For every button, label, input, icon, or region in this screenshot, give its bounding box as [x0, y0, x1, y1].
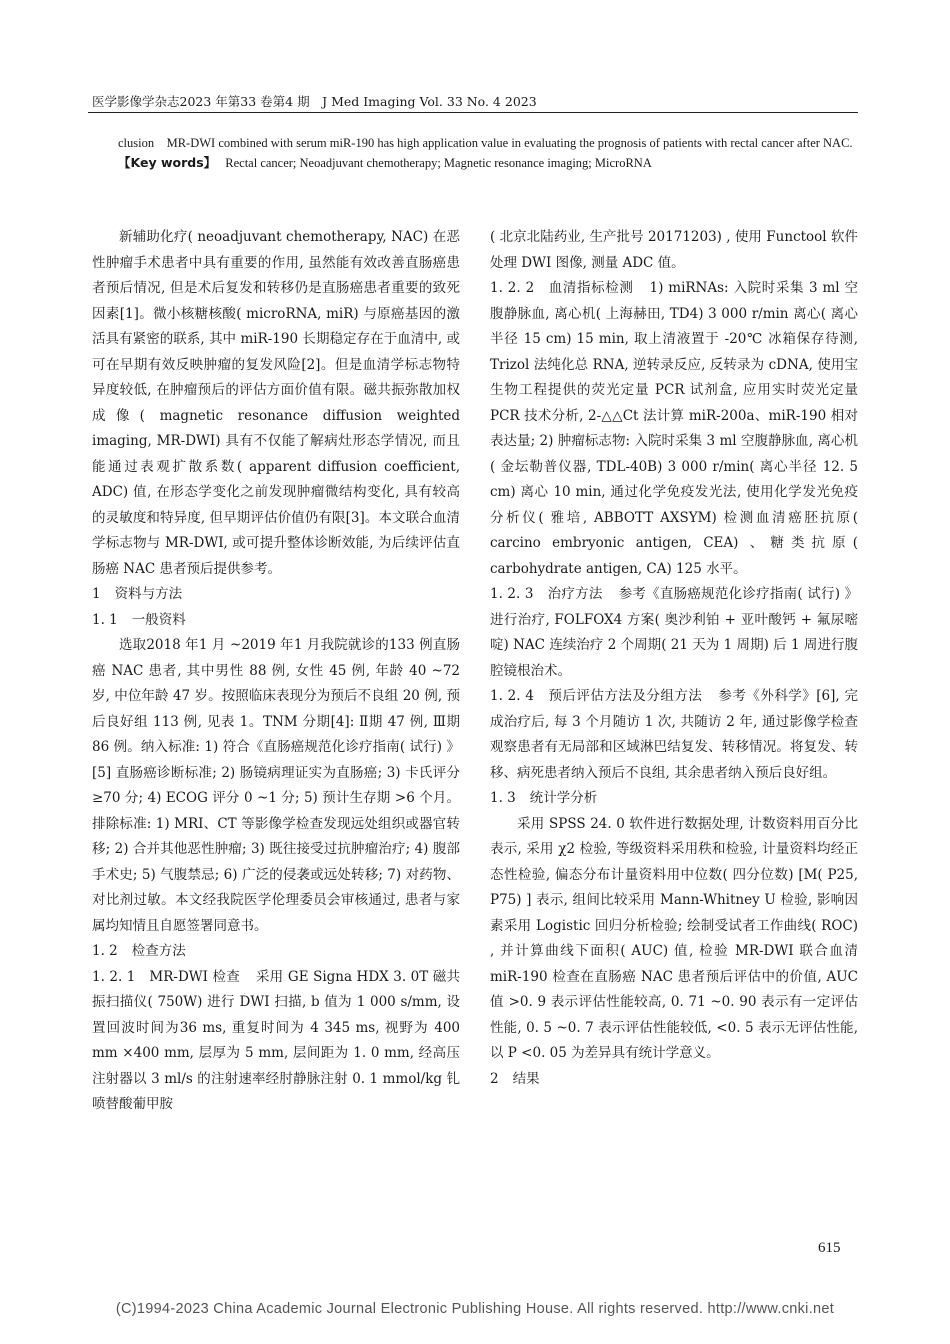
abstract-block: [118, 133, 860, 173]
general-data-paragraph: 选取2018 年1 月 ~2019 年1 月我院就诊的133 例直肠癌 NAC 患者, 其中男性 88 例, 女性 45 例, 年龄 40 ~72 岁, 中位年龄 47 岁。按照临床表现分为预后不良组 20 例, 预后良好组 113 例, 见表 1。TNM 分期[4]: Ⅱ期 47 例, Ⅲ期 86 例。纳入标准: 1) 符合《直肠癌规范化诊疗指南( 试行) 》[5] 直肠癌诊断标准; 2) 肠镜病理证实为直肠癌; 3) 卡氏评分 ≥70 分; 4) ECOG 评分 0 ~1 分; 5) 预计生存期 >6 个月。排除标准: 1) MRI、CT 等影像学检查发现远处组织或器官转移; 2) 合并其他恶性肿瘤; 3) 既往接受过抗肿瘤治疗; 4) 腹部手术史; 5) 气腹禁忌; 6) 广泛的侵袭或远处转移; 7) 对药物、对比剂过敏。本文经我院医学伦理委员会审核通过, 患者与家属均知情且自愿签署同意书。: [92, 637, 460, 934]
footer-copyright: (C)1994-2023 China Academic Journal Electronic Publishing House. All rights reserved. http://www.cnki.net: [115, 1301, 835, 1317]
continuation-paragraph: ( 北京北陆药业, 生产批号 20171203) , 使用 Functool 软件处理 DWI 图像, 测量 ADC 值。: [490, 229, 858, 271]
mr-dwi-paragraph: 1. 2. 1 MR-DWI 检查 采用 GE Signa HDX 3. 0T 磁共振扫描仪( 750W) 进行 DWI 扫描, b 值为 1 000 s/mm, 设置回波时间为36 ms, 重复时间为 4 345 ms, 视野为 400 mm ×400 mm, 层厚为 5 mm, 层间距为 1. 0 mm, 经高压注射器以 3 ml/s 的注射速率经肘静脉注射 0. 1 mmol/kg 钆喷替酸葡甲胺: [92, 968, 461, 1112]
section-2-heading: 2 结果: [490, 1070, 540, 1087]
serum-paragraph: 1. 2. 2 血清指标检测 1) miRNAs: 入院时采集 3 ml 空腹静脉血, 离心机( 上海赫田, TD4) 3 000 r/min 离心( 离心半径 15 cm) 15 min, 取上清液置于 -20℃ 冰箱保存待测, Trizol 法纯化总 RNA, 逆转录反应, 反转录为 cDNA, 使用宝生物工程提供的荧光定量 PCR 试剂盒, 应用实时荧光定量 PCR 技术分析, 2-△△Ct 法计算 miR-200a、miR-190 相对表达量; 2) 肿瘤标志物: 入院时采集 3 ml 空腹静脉血, 离心机( 金坛勒普仪器, TDL-40B) 3 000 r/min( 离心半径 12. 5 cm) 离心 10 min, 通过化学免疫发光法, 使用化学发光免疫分析仪( 雅培, ABBOTT AXSYM) 检测血清癌胚抗原( carcino embryonic antigen, CEA) 、糖类抗原( carbohydrate antigen, CA) 125 水平。: [490, 280, 859, 577]
statistics-paragraph: 采用 SPSS 24. 0 软件进行数据处理, 计数资料用百分比表示, 采用 χ2 检验, 等级资料采用秩和检验, 计量资料均经正态性检验, 偏态分布计量资料用中位数( 四分位数) [M( P25, P75) ] 表示, 组间比较采用 Mann-Whitney U 检验, 影响因素采用 Logistic 回归分析检验; 绘制受试者工作曲线( ROC) , 并计算曲线下面积( AUC) 值, 检验 MR-DWI 联合血清 miR-190 检查在直肠癌 NAC 患者预后评估中的价值, AUC 值 >0. 9 表示评估性能较高, 0. 71 ~0. 90 表示有一定评估性能, 0. 5 ~0. 7 表示评估性能较低, <0. 5 表示无评估性能, 以 P <0. 05 为差异具有统计学意义。: [490, 815, 858, 1061]
running-header: 医学影像学杂志2023 年第33 卷第4 期 J Med Imaging Vol. 33 No. 4 2023: [92, 94, 537, 109]
right-column: [490, 225, 858, 1092]
intro-paragraph: 新辅助化疗( neoadjuvant chemotherapy, NAC) 在恶性肿瘤手术患者中具有重要的作用, 虽然能有效改善直肠癌患者预后情况, 但是术后复发和转移仍是直肠癌患者重要的致死因素[1]。微小核糖核酸( microRNA, miR) 与原癌基因的激活具有紧密的联系, 其中 miR-190 长期稳定存在于血清中, 或可在早期有效反映肿瘤的复发风险[2]。但是血清学标志物特异度较低, 在肿瘤预后的评估方面价值有限。磁共振弥散加权成像( magnetic resonance diffusion weighted imaging, MR-DWI) 具有不仅能了解病灶形态学情况, 而且能通过表观扩散系数( apparent diffusion coefficient, ADC) 值, 在形态学变化之前发现肿瘤微结构变化, 具有较高的灵敏度和特异度, 但早期评估价值仍有限[3]。本文联合血清学标志物与 MR-DWI, 或可提升整体诊断效能, 为后续评估直肠癌 NAC 患者预后提供参考。: [92, 229, 460, 577]
section-1-2-heading: 1. 2 检查方法: [92, 943, 186, 959]
left-column: [92, 225, 460, 1118]
section-1-1-heading: 1. 1 一般资料: [92, 611, 186, 628]
section-1-3-heading: 1. 3 统计学分析: [490, 790, 598, 806]
keywords-label: 【Key words】: [118, 155, 217, 170]
page-number: 615: [818, 1240, 841, 1256]
keywords-line: [118, 153, 860, 173]
section-1-heading: 1 资料与方法: [92, 586, 183, 602]
keywords-text: Rectal cancer; Neoadjuvant chemotherapy; Magnetic resonance imaging; MicroRNA: [225, 156, 652, 170]
header-rule: [88, 112, 858, 113]
abstract-conclusion: clusion MR-DWI combined with serum miR-190 has high application value in evaluating the prognosis of patients with rectal cancer after NAC.: [118, 136, 853, 150]
prognosis-paragraph: 1. 2. 4 预后评估方法及分组方法 参考《外科学》[6], 完成治疗后, 每 3 个月随访 1 次, 共随访 2 年, 通过影像学检查观察患者有无局部和区域淋巴结复发、转移情况。将复发、转移、病死患者纳入预后不良组, 其余患者纳入预后良好组。: [490, 688, 858, 781]
treatment-paragraph: 1. 2. 3 治疗方法 参考《直肠癌规范化诊疗指南( 试行) 》进行治疗, FOLFOX4 方案( 奥沙利铂 + 亚叶酸钙 + 氟尿嘧啶) NAC 连续治疗 2 个周期( 21 天为 1 周期) 后 1 周进行腹腔镜根治术。: [490, 586, 859, 679]
